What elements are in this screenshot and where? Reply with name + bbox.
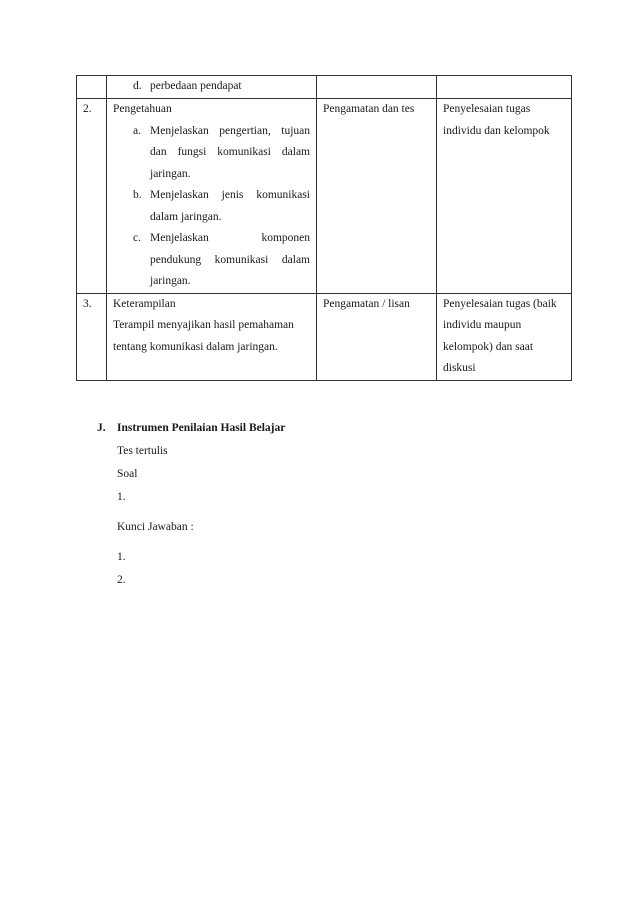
item-text: perbedaan pendapat <box>150 80 242 92</box>
table-cell-bentuk <box>437 76 572 99</box>
item-label: a. <box>133 124 141 137</box>
section-heading <box>97 417 517 440</box>
table-row <box>77 76 572 99</box>
item-text: Menjelaskan pengertian, tujuan dan fungsi komunikasi dalam jaringan. <box>150 124 310 180</box>
row-description: Terampil menyajikan hasil pemahaman tentang komunikasi dalam jaringan. <box>113 319 294 353</box>
table-cell-indikator <box>107 76 317 99</box>
kunci-jawaban-label: Kunci Jawaban : <box>117 521 194 533</box>
table-cell-teknik: Pengamatan dan tes <box>317 99 437 294</box>
row-title: Keterampilan <box>113 297 176 310</box>
item-text: Menjelaskan jenis komunikasi dalam jaringan. <box>150 189 310 223</box>
item-label: b. <box>133 189 142 201</box>
table-cell-teknik <box>317 76 437 99</box>
list-item <box>133 121 310 186</box>
row-number: 3. <box>77 293 107 380</box>
table-cell-bentuk: Penyelesaian tugas individu dan kelompok <box>437 99 572 294</box>
instrument-section <box>97 417 517 592</box>
kunci-item: 2. <box>117 574 126 586</box>
table-cell-teknik: Pengamatan / lisan <box>317 293 437 380</box>
table-cell-bentuk: Penyelesaian tugas (baik individu maupun kelompok) dan saat diskusi <box>437 293 572 380</box>
table-row <box>77 99 572 294</box>
row-number: 2. <box>77 99 107 294</box>
table-cell-no <box>77 76 107 99</box>
assessment-table <box>76 75 572 381</box>
section-title: Instrumen Penilaian Hasil Belajar <box>117 422 286 434</box>
table-row <box>77 293 572 380</box>
item-text: Menjelaskan komponen pendukung komunikasi dalam jaringan. <box>150 232 310 287</box>
table-cell-indikator <box>107 293 317 380</box>
item-label: c. <box>133 232 141 244</box>
soal-item: 1. <box>117 491 126 503</box>
test-type: Tes tertulis <box>117 445 168 457</box>
soal-label: Soal <box>117 468 138 480</box>
row-title: Pengetahuan <box>113 103 172 115</box>
section-label: J. <box>97 422 106 434</box>
kunci-item: 1. <box>117 551 126 563</box>
list-item <box>133 185 310 228</box>
list-item <box>133 228 310 293</box>
table-cell-indikator <box>107 99 317 294</box>
item-label: d. <box>133 80 142 92</box>
